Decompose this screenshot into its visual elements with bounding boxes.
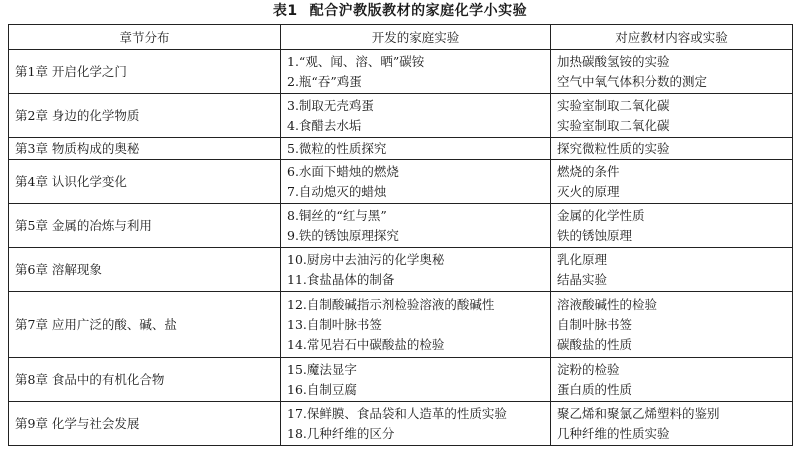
chapter-label: 第2章 身边的化学物质 <box>15 107 140 123</box>
content-item: 乳化原理 <box>557 251 608 267</box>
experiments-cell <box>281 402 551 446</box>
experiment-item: 11.食盐晶体的制备 <box>287 271 395 287</box>
experiment-item: 14.常见岩石中碳酸盐的检验 <box>287 336 445 352</box>
chapter-label: 第5章 金属的冶炼与利用 <box>15 217 152 233</box>
chapter-label: 第1章 开启化学之门 <box>15 63 127 79</box>
experiment-item: 12.自制酸碱指示剂检验溶液的酸碱性 <box>287 296 495 312</box>
table-title: 配合沪教版教材的家庭化学小实验 <box>309 3 528 19</box>
content-item: 金属的化学性质 <box>557 207 645 223</box>
experiment-item: 9.铁的锈蚀原理探究 <box>287 227 399 243</box>
chapter-cell <box>9 160 281 204</box>
content-item: 淀粉的检验 <box>557 361 620 377</box>
experiment-item: 2.瓶“吞”鸡蛋 <box>287 73 362 89</box>
experiments-cell <box>281 138 551 160</box>
content-item: 几种纤维的性质实验 <box>557 425 670 441</box>
chapter-cell <box>9 358 281 402</box>
content-cell <box>551 94 793 138</box>
chapter-cell <box>9 204 281 248</box>
experiment-item: 10.厨房中去油污的化学奥秘 <box>287 251 445 267</box>
table-row <box>9 292 793 358</box>
content-item: 燃烧的条件 <box>557 163 620 179</box>
table-row <box>9 358 793 402</box>
chapter-label: 第9章 化学与社会发展 <box>15 415 140 431</box>
chapter-cell <box>9 94 281 138</box>
table-caption <box>0 2 800 20</box>
chapter-cell <box>9 138 281 160</box>
table-row <box>9 160 793 204</box>
content-cell <box>551 292 793 358</box>
header-content: 对应教材内容或实验 <box>551 25 793 50</box>
chapter-label: 第3章 物质构成的奥秘 <box>15 140 140 156</box>
experiments-cell <box>281 94 551 138</box>
experiment-item: 7.自动熄灭的蜡烛 <box>287 183 387 199</box>
experiment-item: 1.“观、闻、溶、晒”碳铵 <box>287 53 425 69</box>
experiments-cell <box>281 204 551 248</box>
experiments-table <box>8 24 793 446</box>
chapter-label: 第7章 应用广泛的酸、碱、盐 <box>15 316 177 332</box>
content-item: 碳酸盐的性质 <box>557 336 633 352</box>
table-row <box>9 50 793 94</box>
experiment-item: 6.水面下蜡烛的燃烧 <box>287 163 399 179</box>
content-item: 加热碳酸氢铵的实验 <box>557 53 670 69</box>
content-item: 结晶实验 <box>557 271 608 287</box>
content-cell <box>551 160 793 204</box>
header-experiments: 开发的家庭实验 <box>281 25 551 50</box>
content-item: 空气中氧气体积分数的测定 <box>557 73 708 89</box>
experiments-cell <box>281 292 551 358</box>
experiments-cell <box>281 358 551 402</box>
content-cell <box>551 50 793 94</box>
table-row <box>9 138 793 160</box>
content-item: 探究微粒性质的实验 <box>557 140 670 156</box>
chapter-label: 第4章 认识化学变化 <box>15 173 127 189</box>
content-item: 灭火的原理 <box>557 183 620 199</box>
chapter-cell <box>9 248 281 292</box>
content-cell <box>551 204 793 248</box>
chapter-cell <box>9 402 281 446</box>
content-cell <box>551 358 793 402</box>
header-chapter: 章节分布 <box>9 25 281 50</box>
experiment-item: 8.铜丝的“红与黑” <box>287 207 387 223</box>
experiments-cell <box>281 248 551 292</box>
content-cell <box>551 138 793 160</box>
experiment-item: 5.微粒的性质探究 <box>287 140 387 156</box>
chapter-cell <box>9 50 281 94</box>
table-row <box>9 402 793 446</box>
content-item: 溶液酸碱性的检验 <box>557 296 658 312</box>
experiment-item: 13.自制叶脉书签 <box>287 316 382 332</box>
experiment-item: 18.几种纤维的区分 <box>287 425 395 441</box>
experiments-cell <box>281 160 551 204</box>
chapter-cell <box>9 292 281 358</box>
table-body <box>9 50 793 446</box>
content-item: 铁的锈蚀原理 <box>557 227 633 243</box>
chapter-label: 第8章 食品中的有机化合物 <box>15 371 165 387</box>
experiment-item: 15.魔法显字 <box>287 361 357 377</box>
experiment-item: 4.食醋去水垢 <box>287 117 362 133</box>
experiment-item: 16.自制豆腐 <box>287 381 357 397</box>
table-row <box>9 94 793 138</box>
content-item: 实验室制取二氧化碳 <box>557 97 670 113</box>
content-item: 蛋白质的性质 <box>557 381 633 397</box>
table-header-row <box>9 25 793 50</box>
content-item: 自制叶脉书签 <box>557 316 633 332</box>
experiments-cell <box>281 50 551 94</box>
table-number: 表1 <box>272 3 298 19</box>
experiment-item: 17.保鲜膜、食品袋和人造革的性质实验 <box>287 405 507 421</box>
content-item: 聚乙烯和聚氯乙烯塑料的鉴别 <box>557 405 720 421</box>
experiment-item: 3.制取无壳鸡蛋 <box>287 97 374 113</box>
content-cell <box>551 248 793 292</box>
content-cell <box>551 402 793 446</box>
table-row <box>9 204 793 248</box>
content-item: 实验室制取二氧化碳 <box>557 117 670 133</box>
table-row <box>9 248 793 292</box>
chapter-label: 第6章 溶解现象 <box>15 261 102 277</box>
